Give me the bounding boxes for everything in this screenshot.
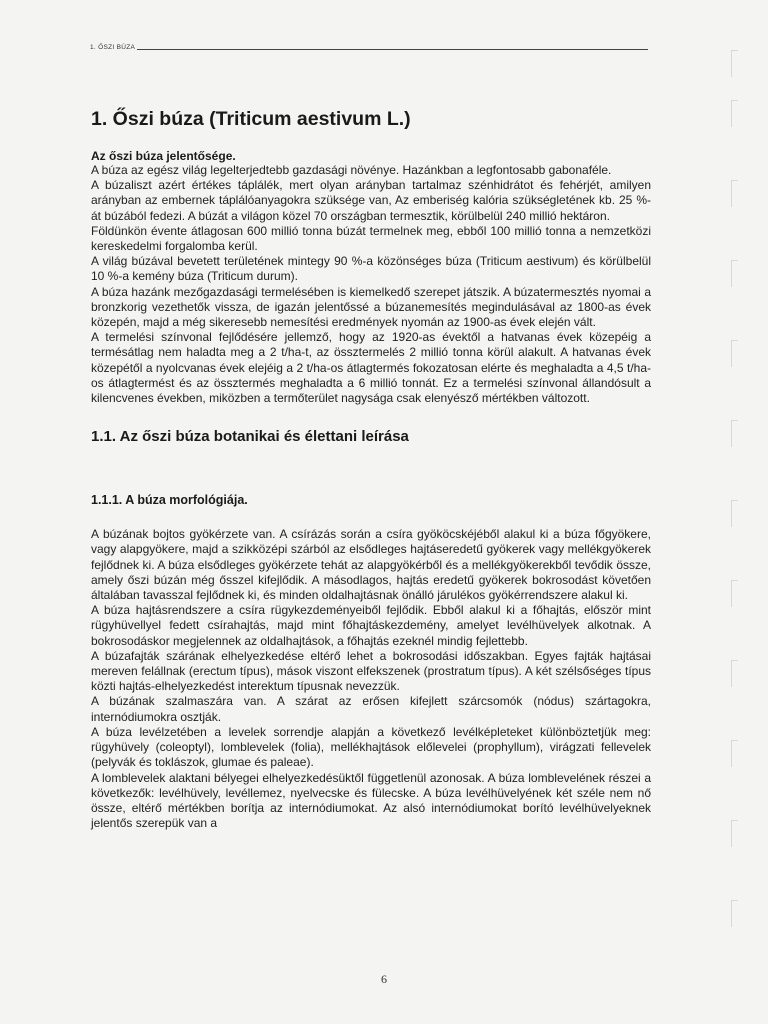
chapter-title: 1. Őszi búza (Triticum aestivum L.)	[91, 108, 411, 130]
paragraph: A búzának bojtos gyökérzete van. A csírázás során a csíra gyököcskéjéből alakul ki a búza főgyökere, vagy alapgyökere, majd a szikközépi szárból az elsődleges hajtáseredetű gyökerek vagy mellékgyökerek fejlődnek ki. A búza elsődleges gyökérzete tehát az alapgyökérből és a mellékgyökerekből tevődik össze, amely őszi búzán még ősszel kifejlődik. A másodlagos, hajtás eredetű gyökerek bokrosodást követően általában tavasszal fejlődnek ki, és minden oldalhajtásnak önálló járulékos gyökérrendszere alakul ki.	[91, 527, 651, 603]
paragraph: A búzának szalmaszára van. A szárat az erősen kifejlett szárcsomók (nódus) szártagokra, internódiumokra osztják.	[91, 694, 651, 724]
binding-mark	[731, 50, 738, 77]
page-number: 6	[381, 972, 387, 986]
binding-mark	[731, 100, 738, 127]
binding-mark	[731, 340, 738, 367]
running-head-rule	[137, 49, 648, 50]
section-heading-jelentoseg: Az őszi búza jelentősége.	[91, 149, 236, 163]
running-head	[90, 44, 648, 51]
running-head-text: 1. ŐSZI BÚZA	[90, 44, 136, 51]
binding-mark	[731, 580, 738, 607]
paragraph: A világ búzával bevetett területének mintegy 90 %-a közönséges búza (Triticum aestivum) és körülbelül 10 %-a kemény búza (Triticum durum).	[91, 254, 651, 284]
paragraph: Földünkön évente átlagosan 600 millió tonna búzát termelnek meg, ebből 100 millió tonna a nemzetközi kereskedelmi forgalomba kerül.	[91, 223, 651, 254]
binding-mark	[731, 420, 738, 447]
paragraph: A búzaliszt azért értékes táplálék, mert olyan arányban tartalmaz szénhidrátot és fehérjét, amilyen arányban az embernek táplálóanyagokra szüksége van, Az emberiség kalória szükségletének kb. 25 %-át búzából fedezi. A búzát a világon közel 70 országban termesztik, körülbelül 240 millió hektáron.	[91, 178, 651, 223]
subsection-heading-1-1-1: 1.1.1. A búza morfológiája.	[91, 493, 248, 508]
section-heading-1-1: 1.1. Az őszi búza botanikai és élettani leírása	[91, 428, 409, 446]
paragraph: A búza az egész világ legelterjedtebb gazdasági növénye. Hazánkban a legfontosabb gabonaféle.	[91, 163, 612, 177]
binding-marks	[708, 0, 768, 1024]
paragraph: A lomblevelek alaktani bélyegei elhelyezkedésüktől függetlenül azonosak. A búza lomblevelének részei a következők: levélhüvely, levéllemez, nyelvecske és fülecske. A búza levélhüvelyének két széle nem nő össze, eltérő mértékben borítja az internódiumokat. Az alsó internódiumokat borító levélhüvelyeknek jelentős szerepük van a	[91, 770, 651, 831]
binding-mark	[731, 260, 738, 287]
main-content	[91, 108, 651, 831]
binding-mark	[731, 740, 738, 767]
paragraph: A búza levélzetében a levelek sorrendje alapján a következő levélképleteket különböztetjük meg: rügyhüvely (coleoptyl), lomblevelek (folia), mellékhajtások előlevelei (prophyllum), virágzati fellevelek (pelyvák és toklászok, glumae és paleae).	[91, 724, 651, 770]
binding-mark	[731, 820, 738, 847]
paragraph: A búza hajtásrendszere a csíra rügykezdeményeiből fejlődik. Ebből alakul ki a főhajtás, először mint rügyhüvellyel fedett csírahajtás, majd mint főhajtáskezdemény, amelyet levélhüvelyek alkotnak. A bokrosodáskor megjelennek az oldalhajtások, a főhajtás ezeknél mindig fejlettebb.	[91, 603, 651, 648]
paragraph: A búza hazánk mezőgazdasági termelésében is kiemelkedő szerepet játszik. A búzatermesztés nyomai a bronzkorig vezethetők vissza, de igazán jelentőssé a búzanemesítés megindulásával az 1800-as évek közepén, majd a még sikeresebb nemesítési eredmények nyomán az 1900-as évek elején vált.	[91, 284, 651, 330]
binding-mark	[731, 500, 738, 527]
paragraph: A búzafajták szárának elhelyezkedése eltérő lehet a bokrosodási időszakban. Egyes fajták hajtásai mereven felállnak (erectum típus), mások viszont elfekszenek (prostratum típus). A két szélsőséges típus közti hajtás-elhelyezkedést interektum típusnak nevezzük.	[91, 648, 651, 694]
paragraph: A termelési színvonal fejlődésére jellemző, hogy az 1920-as évektől a hatvanas évek közepéig a termésátlag nem haladta meg a 2 t/ha-t, az össztermelés 2 millió tonna körül alakult. A hatvanas évek közepétől a nyolcvanas évek elejéig a 2 t/ha-os átlagtermés fokozatosan elérte és meghaladta a 4,5 t/ha-os átlagtermést és az össztermés meghaladta a 6 millió tonnát. Ez a termelési színvonal állandósult a kilencvenes években, miközben a termőterület nagysága csak elenyésző mértékben változott.	[91, 330, 651, 406]
binding-mark	[731, 900, 738, 927]
binding-mark	[731, 180, 738, 207]
binding-mark	[731, 660, 738, 687]
